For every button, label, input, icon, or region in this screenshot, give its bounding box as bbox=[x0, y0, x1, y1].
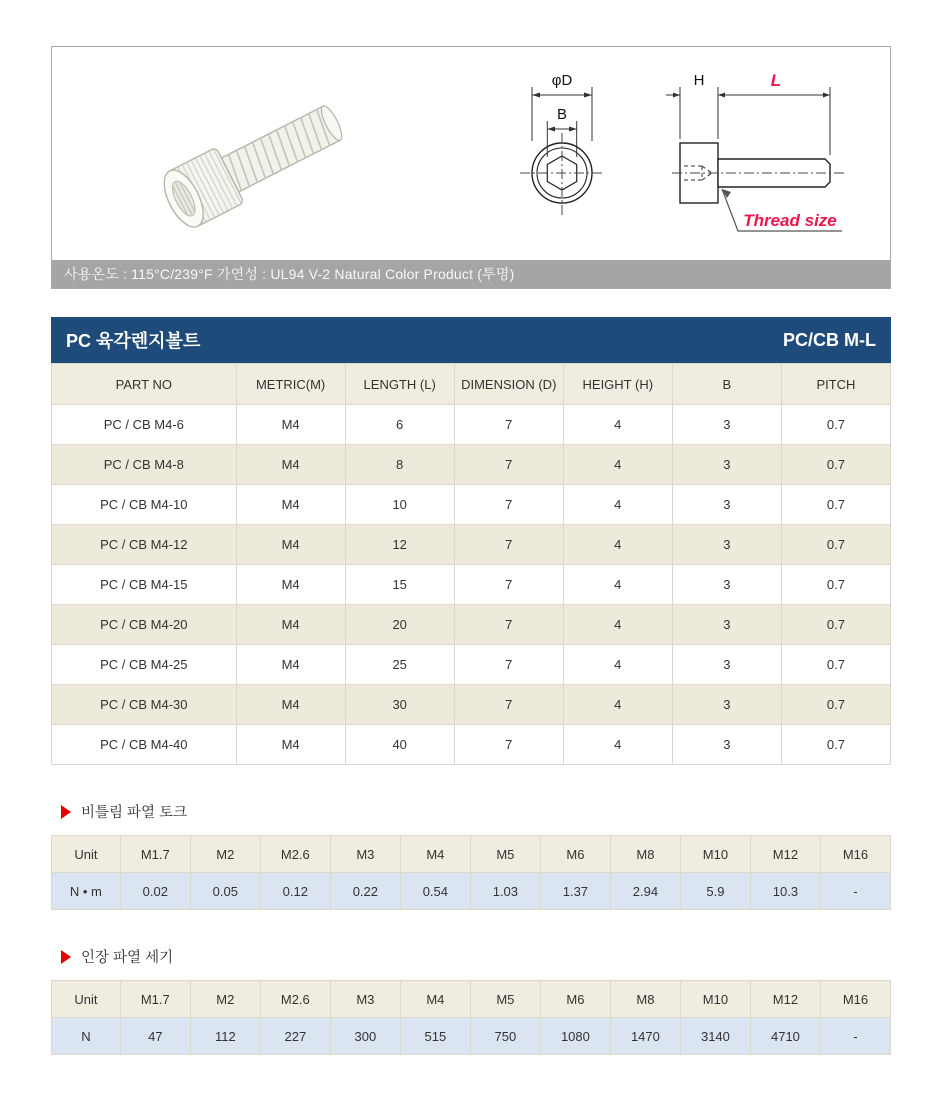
product-overview-panel bbox=[51, 46, 891, 289]
dim-label-head-height: H bbox=[693, 72, 705, 89]
col-dimension: DIMENSION (D) bbox=[454, 364, 563, 405]
thread-size-label: Thread size bbox=[743, 211, 837, 230]
spec-table-header-row bbox=[52, 364, 891, 405]
product-title-bar bbox=[51, 317, 891, 363]
torque-header-row: Unit M1.7 M2 M2.6 M3 M4 M5 M6 M8 M10 M12 M16 bbox=[52, 836, 891, 873]
section-marker-icon bbox=[61, 805, 71, 819]
table-row: PC / CB M4-30 M4 30 7 4 3 0.7 bbox=[52, 685, 891, 725]
tensile-table bbox=[51, 980, 891, 1055]
dim-label-diameter: φD bbox=[551, 72, 573, 89]
table-row: PC / CB M4-12 M4 12 7 4 3 0.7 bbox=[52, 525, 891, 565]
tensile-section-heading bbox=[51, 946, 891, 967]
col-b: B bbox=[672, 364, 781, 405]
section-marker-icon bbox=[61, 950, 71, 964]
tensile-header-row: Unit M1.7 M2 M2.6 M3 M4 M5 M6 M8 M10 M12 M16 bbox=[52, 981, 891, 1018]
col-height: HEIGHT (H) bbox=[563, 364, 672, 405]
torque-value-row: N • m 0.02 0.05 0.12 0.22 0.54 1.03 1.37 2.94 5.9 10.3 - bbox=[52, 873, 891, 910]
tensile-heading-label: 인장 파열 세기 bbox=[81, 950, 174, 966]
table-row: PC / CB M4-8 M4 8 7 4 3 0.7 bbox=[52, 445, 891, 485]
table-row: PC / CB M4-40 M4 40 7 4 3 0.7 bbox=[52, 725, 891, 765]
usage-caption: 사용온도 : 115°C/239°F 가연성 : UL94 V-2 Natural Color Product (투명) bbox=[52, 260, 890, 288]
col-part-no: PART NO bbox=[52, 364, 237, 405]
torque-heading-label: 비틀림 파열 토크 bbox=[81, 805, 188, 821]
tensile-value-row: N 47 112 227 300 515 750 1080 1470 3140 4710 - bbox=[52, 1018, 891, 1055]
product-photo bbox=[107, 55, 427, 253]
col-pitch: PITCH bbox=[781, 364, 890, 405]
product-photo-area bbox=[52, 47, 890, 260]
col-length: LENGTH (L) bbox=[345, 364, 454, 405]
model-code: PC/CB M-L bbox=[783, 329, 876, 350]
table-row: PC / CB M4-6 M4 6 7 4 3 0.7 bbox=[52, 405, 891, 445]
table-row: PC / CB M4-20 M4 20 7 4 3 0.7 bbox=[52, 605, 891, 645]
table-row: PC / CB M4-15 M4 15 7 4 3 0.7 bbox=[52, 565, 891, 605]
dim-label-socket: B bbox=[556, 106, 568, 123]
dimension-diagram bbox=[484, 55, 884, 255]
product-spec-page bbox=[51, 46, 891, 1055]
torque-section-heading bbox=[51, 801, 891, 822]
dim-label-length: L bbox=[770, 71, 782, 90]
spec-table bbox=[51, 363, 891, 765]
torque-table bbox=[51, 835, 891, 910]
page-title: PC 육각렌지볼트 bbox=[66, 331, 201, 351]
table-row: PC / CB M4-10 M4 10 7 4 3 0.7 bbox=[52, 485, 891, 525]
col-metric: METRIC(M) bbox=[236, 364, 345, 405]
table-row: PC / CB M4-25 M4 25 7 4 3 0.7 bbox=[52, 645, 891, 685]
